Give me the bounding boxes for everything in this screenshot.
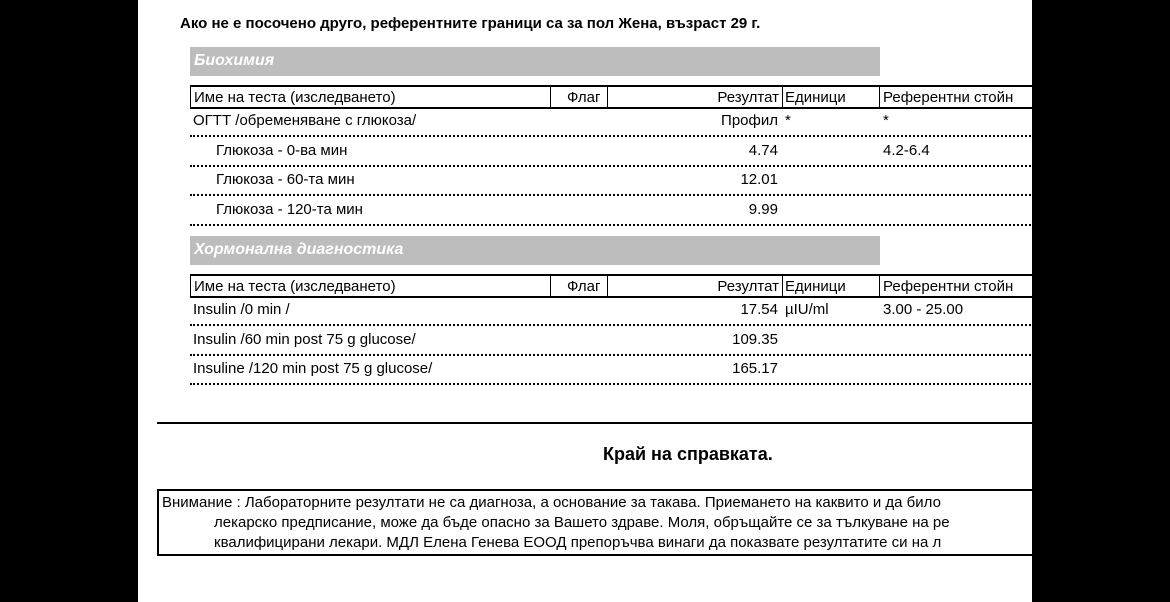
col-result: Резултат: [717, 278, 779, 295]
table-header: [190, 85, 1032, 109]
test-reference: 3.00 - 25.00: [883, 301, 964, 318]
row-separator: [190, 224, 1032, 226]
test-name: Глюкоза - 120-та мин: [216, 200, 363, 218]
lab-report-page: [138, 0, 1032, 602]
reference-note: Ако не е посочено друго, референтните граници са за пол Жена, възраст 29 г.: [180, 15, 761, 32]
test-result: 9.99: [748, 200, 778, 218]
test-name: ОГТТ /обременяване с глюкоза/: [193, 112, 417, 129]
row-separator: [190, 165, 1032, 167]
row-separator: [190, 354, 1032, 356]
table-header: [190, 274, 1032, 298]
test-name: Insulin /60 min post 75 g glucose/: [193, 330, 416, 348]
row-separator: [190, 324, 1032, 326]
col-flag: Флаг: [567, 278, 601, 295]
test-name: Глюкоза - 0-ва мин: [216, 141, 348, 159]
row-separator: [190, 135, 1032, 137]
test-name: Глюкоза - 60-та мин: [216, 171, 355, 188]
report-end: Край на справката.: [603, 444, 773, 464]
test-result: 12.01: [740, 171, 778, 188]
disclaimer-line: лекарско предписание, може да бъде опасно за Вашето здраве. Моля, обръщайте се за тълкуване на ре: [214, 514, 950, 531]
test-result: Профил: [721, 112, 778, 129]
row-separator: [190, 383, 1032, 385]
test-reference: *: [883, 112, 889, 129]
test-units: µIU/ml: [785, 301, 829, 318]
disclaimer-line: квалифицирани лекари. МДЛ Елена Генева ЕООД препоръчва винаги да показвате резултатите си на л: [214, 534, 942, 551]
test-name: Insulin /0 min /: [193, 301, 290, 318]
test-name: Insuline /120 min post 75 g glucose/: [193, 360, 433, 377]
test-result: 109.35: [732, 330, 778, 348]
test-result: 165.17: [732, 360, 778, 377]
col-flag: Флаг: [567, 89, 601, 106]
col-units: Единици: [785, 278, 846, 295]
disclaimer-box: [157, 489, 1032, 556]
col-result: Резултат: [717, 89, 779, 106]
col-name: Име на теста (изследването): [194, 278, 396, 295]
test-result: 17.54: [740, 301, 778, 318]
test-units: *: [785, 112, 791, 129]
disclaimer-line: Внимание : Лабораторните резултати не са диагноза, а основание за такава. Приемането на каквито и да било: [162, 494, 941, 511]
col-name: Име на теста (изследването): [194, 89, 396, 106]
col-ref: Референтни стойн: [883, 89, 1014, 106]
test-reference: 4.2-6.4: [883, 141, 930, 159]
section-title: Хормонална диагностика: [190, 236, 880, 265]
col-ref: Референтни стойн: [883, 278, 1014, 295]
row-separator: [190, 194, 1032, 196]
col-units: Единици: [785, 89, 846, 106]
section-title: Биохимия: [190, 47, 880, 76]
test-result: 4.74: [748, 141, 778, 159]
divider: [157, 422, 1032, 424]
